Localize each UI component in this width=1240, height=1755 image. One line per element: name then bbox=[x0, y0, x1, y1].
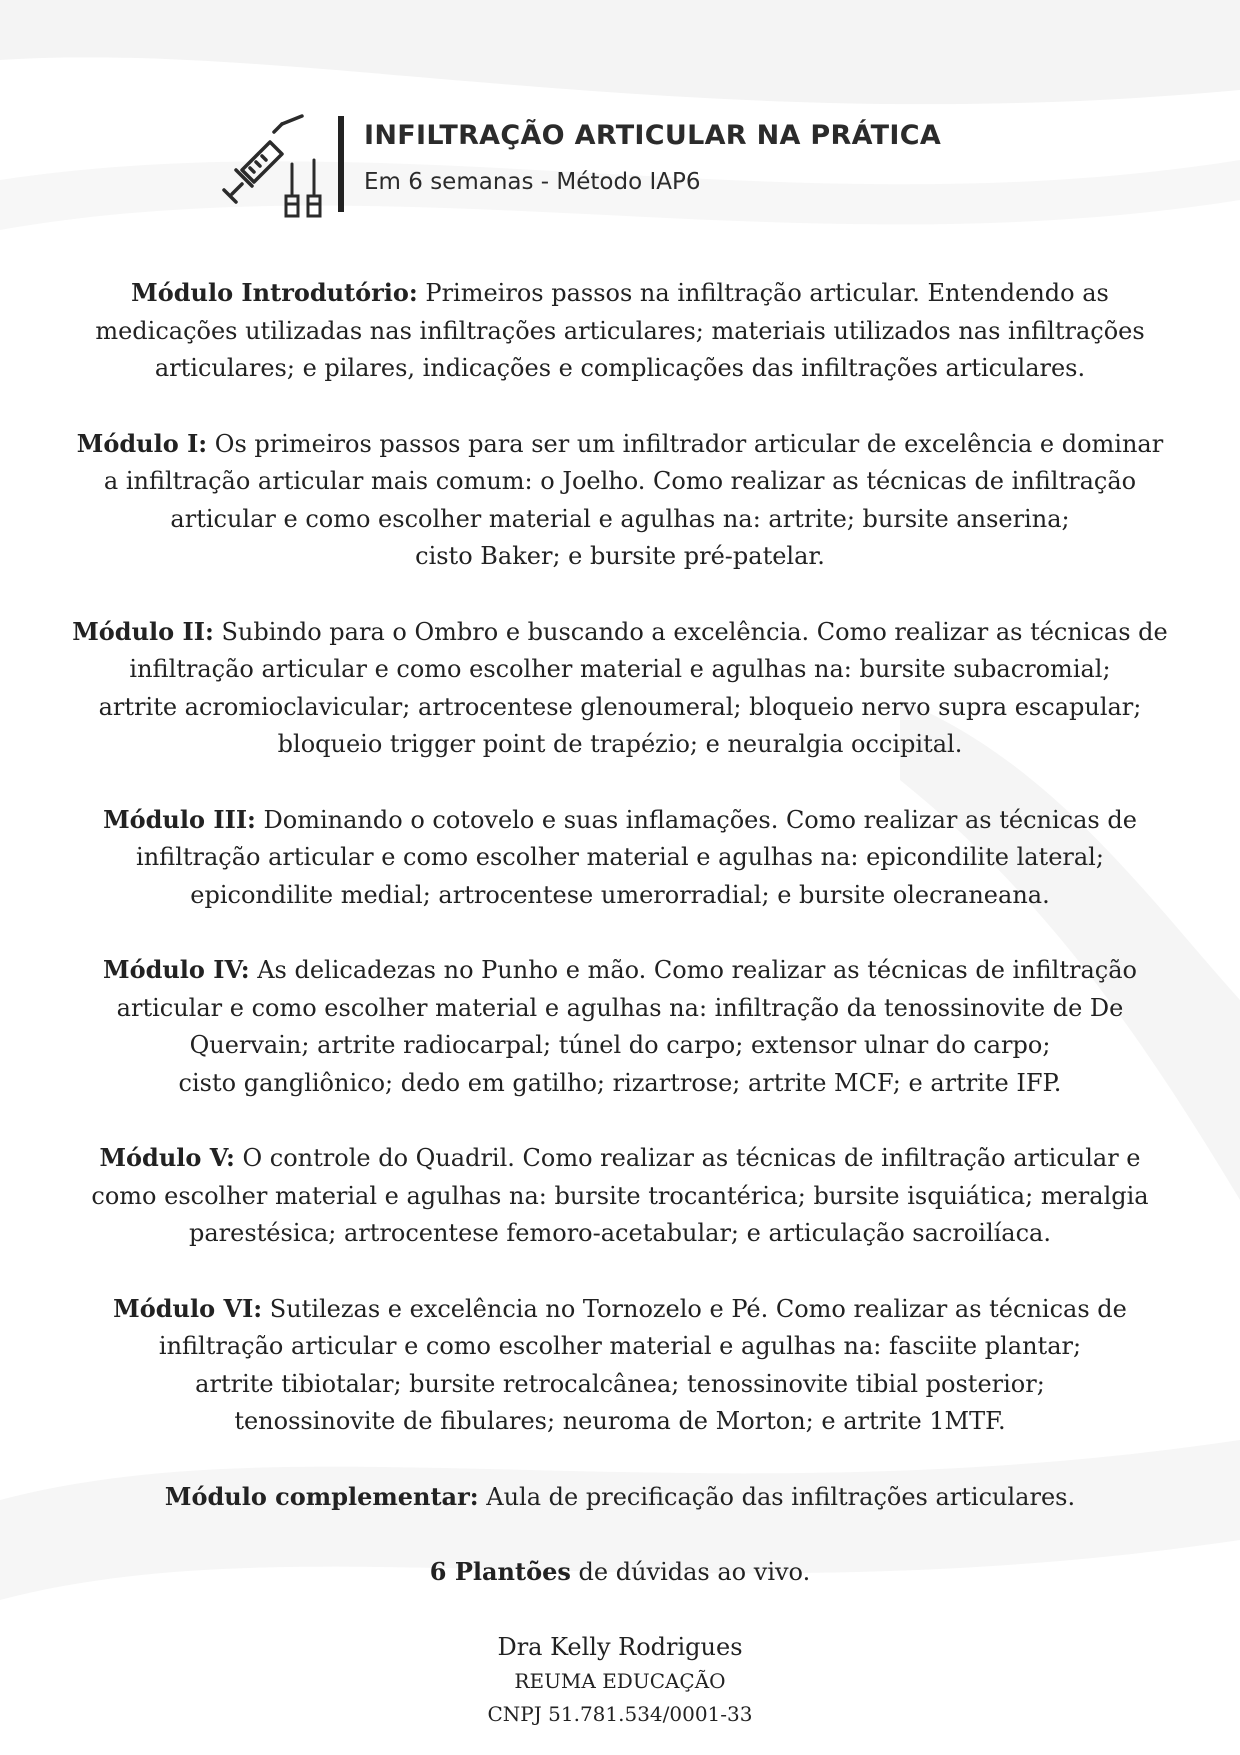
module-label: Módulo III: bbox=[103, 804, 256, 834]
live-sessions: 6 Plantões de dúvidas ao vivo. bbox=[429, 1557, 811, 1586]
module-6: Módulo VI: Sutilezas e excelência no Tornozelo e Pé. Como realizar as técnicas de infiltração articular e como escolher material e agulhas na: fasciite plantar; artrite tibiotalar; bursite retrocalcânea; tenossinovite tibial posterior; tenossinovite de fibulares; neuroma de Morton; e artrite 1MTF. bbox=[113, 1293, 1127, 1435]
module-5: Módulo V: O controle do Quadril. Como realizar as técnicas de infiltração articular e como escolher material e agulhas na: bursite trocantérica; bursite isquiática; meralgia parestésica; artrocentese femoro-acetabular; e articulação sacroilíaca. bbox=[91, 1143, 1149, 1247]
module-label: Módulo I: bbox=[76, 428, 208, 458]
module-label: Módulo II: bbox=[72, 616, 214, 646]
module-2: Módulo II: Subindo para o Ombro e buscando a excelência. Como realizar as técnicas de infiltração articular e como escolher material e agulhas na: bursite subacromial; artrite acromioclavicular; artrocentese glenoumeral; bloqueio nervo supra escapular; bloqueio trigger point de trapézio; e neuralgia occipital. bbox=[72, 616, 1168, 758]
module-label: Módulo IV: bbox=[103, 955, 250, 984]
company-cnpj: CNPJ 51.781.534/0001-33 bbox=[487, 1701, 753, 1726]
module-label: Módulo VI: bbox=[113, 1293, 263, 1323]
module-label: Módulo V: bbox=[99, 1143, 235, 1172]
module-label: Módulo complementar: bbox=[164, 1481, 479, 1511]
header-divider bbox=[338, 116, 344, 212]
signature-block bbox=[40, 1629, 1200, 1731]
author-name: Dra Kelly Rodrigues bbox=[497, 1632, 743, 1661]
module-4: Módulo IV: As delicadezas no Punho e mão. Como realizar as técnicas de infiltração articular e como escolher material e agulhas na: infiltração da tenossinovite de De Quervain; artrite radiocarpal; túnel do carpo; extensor ulnar do carpo; cisto gangliônico; dedo em gatilho; rizartrose; artrite MCF; e artrite IFP. bbox=[103, 955, 1137, 1097]
company-name: REUMA EDUCAÇÃO bbox=[514, 1668, 726, 1693]
module-complementary: Módulo complementar: Aula de precificação das infiltrações articulares. bbox=[164, 1481, 1076, 1511]
course-title: INFILTRAÇÃO ARTICULAR NA PRÁTICA bbox=[364, 120, 942, 151]
module-label: 6 Plantões bbox=[429, 1557, 571, 1586]
module-3: Módulo III: Dominando o cotovelo e suas inflamações. Como realizar as técnicas de infiltração articular e como escolher material e agulhas na: epicondilite lateral; epicondilite medial; artrocentese umerorradial; e bursite olecraneana. bbox=[103, 804, 1137, 909]
course-subtitle: Em 6 semanas - Método IAP6 bbox=[364, 169, 701, 195]
module-label: Módulo Introdutório: bbox=[131, 278, 418, 307]
syringe-icon bbox=[220, 112, 335, 222]
course-header bbox=[220, 112, 1020, 222]
course-modules bbox=[40, 274, 1200, 1731]
module-introductory: Módulo Introdutório: Primeiros passos na infiltração articular. Entendendo as medicações utilizadas nas infiltrações articulares; materiais utilizados nas infiltrações articulares; e pilares, indicações e complicações das infiltrações articulares. bbox=[95, 278, 1145, 382]
module-1: Módulo I: Os primeiros passos para ser um infiltrador articular de excelência e dominar a infiltração articular mais comum: o Joelho. Como realizar as técnicas de infiltração articular e como escolher material e agulhas na: artrite; bursite anserina; cisto Baker; e bursite pré-patelar. bbox=[76, 428, 1164, 570]
